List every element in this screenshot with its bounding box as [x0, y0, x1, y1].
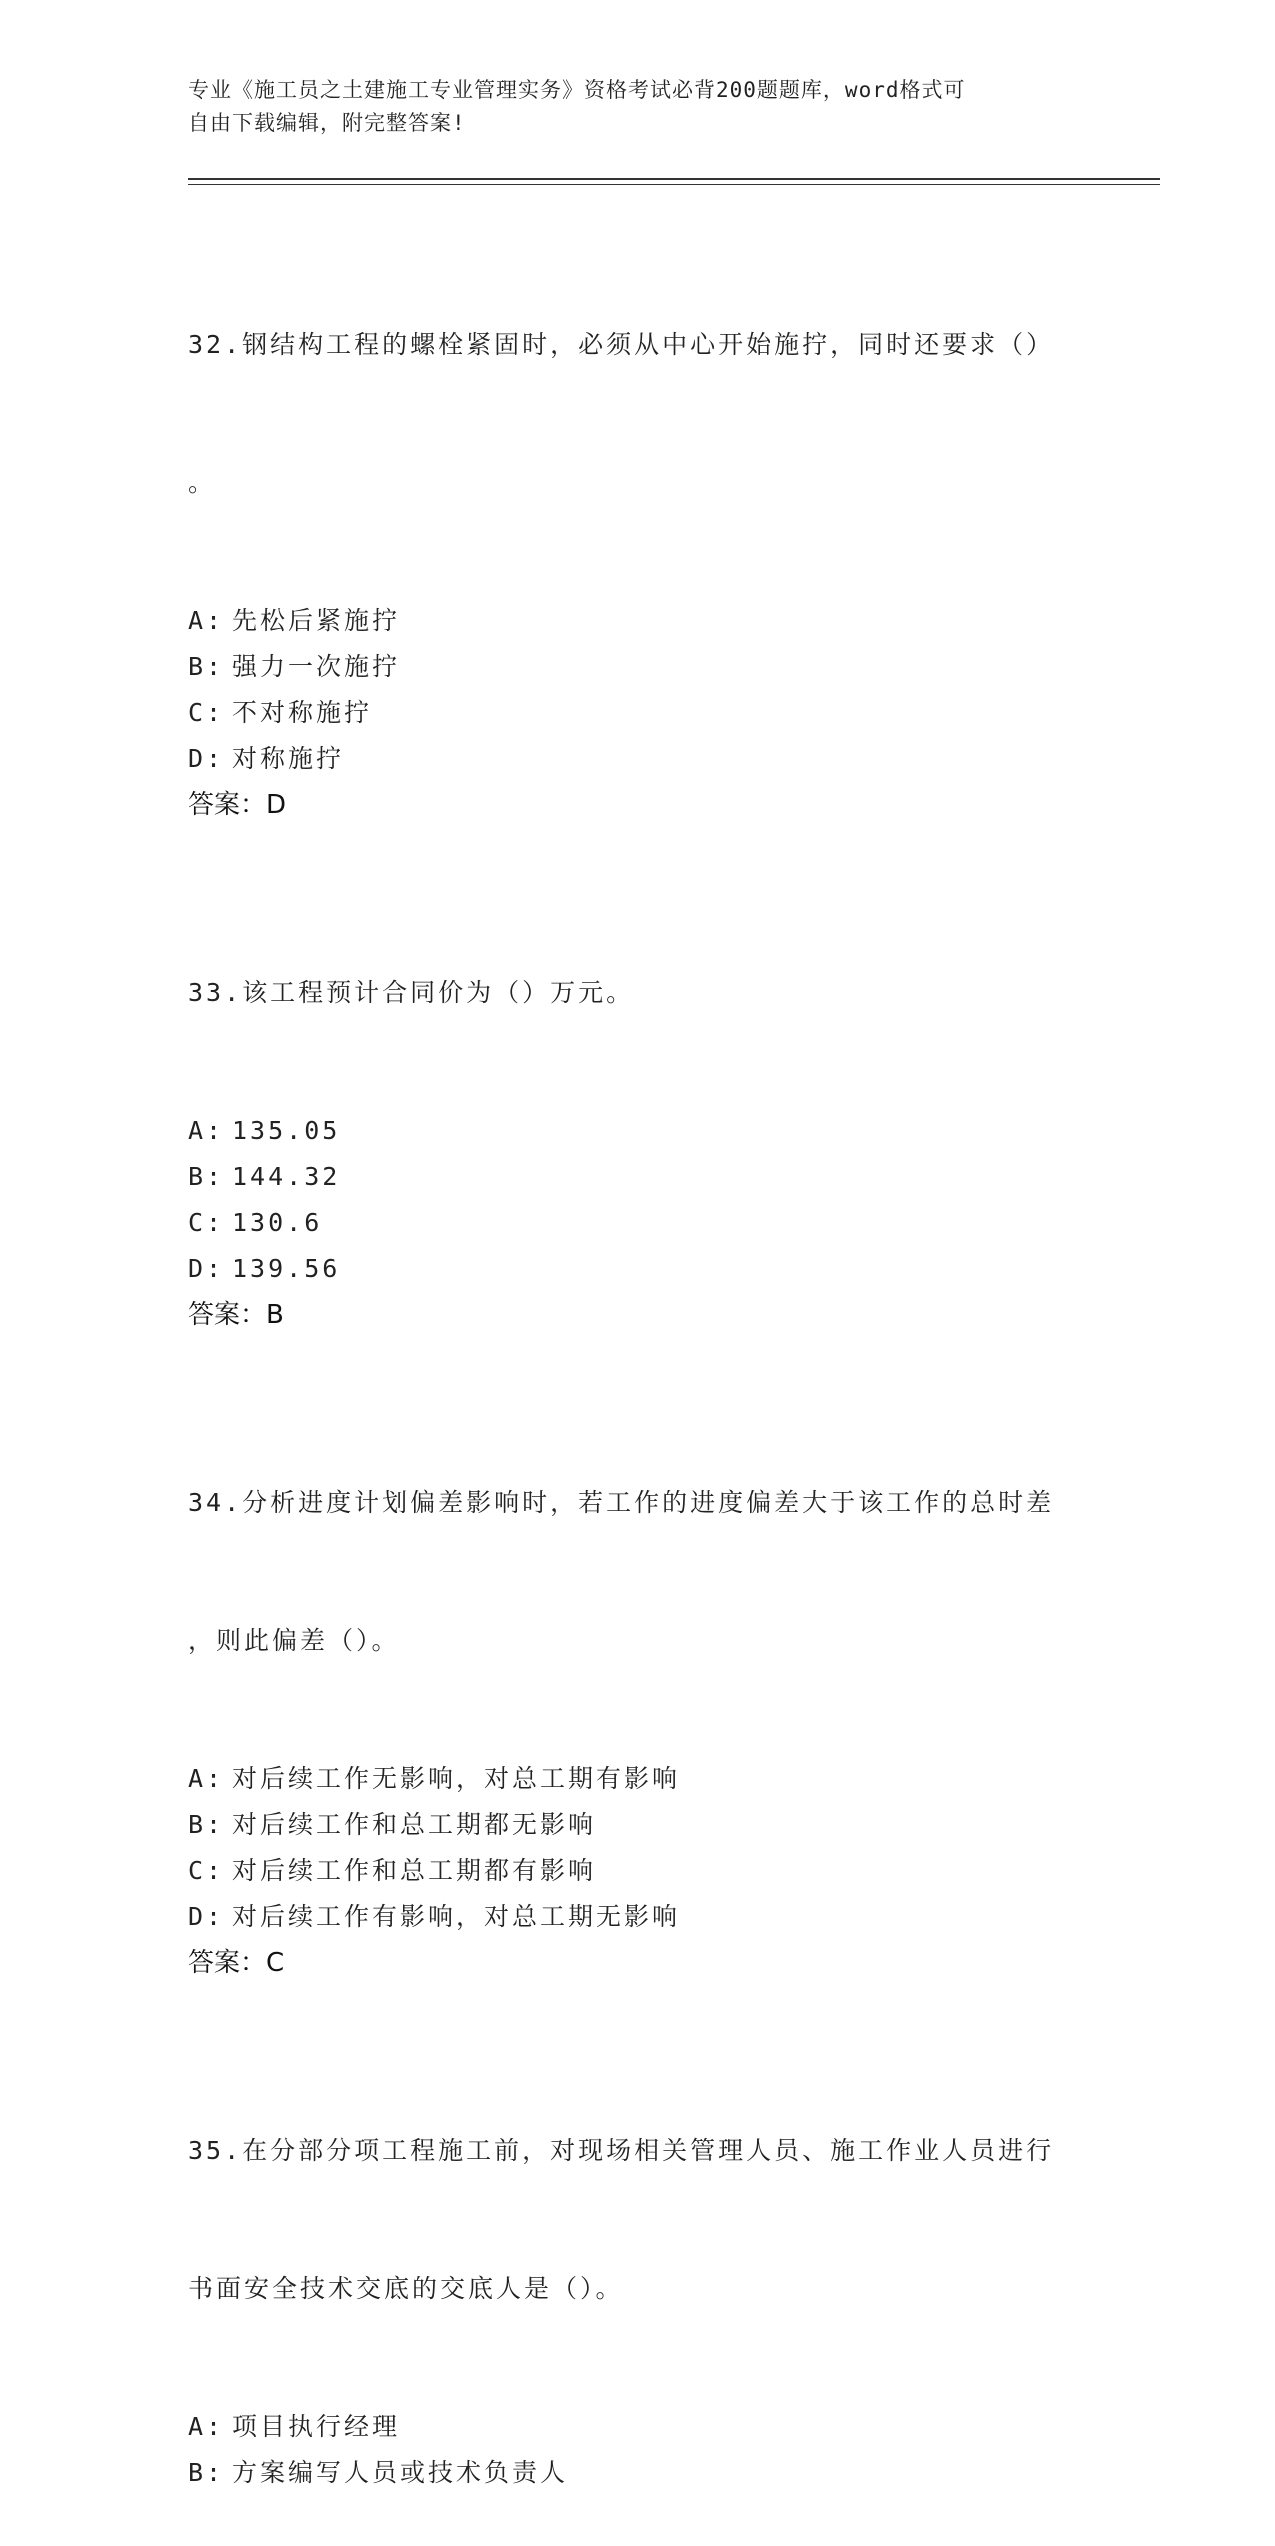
question-35 — [188, 2036, 1088, 2496]
option-a — [188, 1756, 1088, 1802]
option-text: 强力一次施拧 — [232, 652, 401, 681]
option-d — [188, 1246, 1088, 1292]
header-line-1: 专业《施工员之土建施工专业管理实务》资格考试必背200题题库，word格式可 — [188, 78, 966, 102]
question-stem-line: 35.在分部分项工程施工前，对现场相关管理人员、施工作业人员进行 — [188, 2136, 1055, 2165]
question-stem-line: ，则此偏差（）。 — [188, 1626, 400, 1655]
question-stem — [188, 878, 1088, 1108]
option-key: A: — [188, 1764, 225, 1793]
option-key: C: — [188, 1208, 225, 1237]
option-d — [188, 736, 1088, 782]
question-list — [188, 230, 1088, 2546]
answer-line: 答案：D — [188, 790, 287, 820]
answer-line: 答案：B — [188, 1300, 284, 1330]
option-text: 对后续工作和总工期都无影响 — [232, 1810, 597, 1839]
option-key: D: — [188, 744, 225, 773]
option-a — [188, 2404, 1088, 2450]
question-stem-line: 。 — [188, 468, 217, 497]
question-stem — [188, 230, 1088, 598]
option-text: 144.32 — [232, 1162, 341, 1191]
question-stem — [188, 2036, 1088, 2404]
option-c — [188, 1848, 1088, 1894]
option-key: C: — [188, 1856, 225, 1885]
question-stem-line: 34.分析进度计划偏差影响时，若工作的进度偏差大于该工作的总时差 — [188, 1488, 1055, 1517]
option-b — [188, 644, 1088, 690]
header-divider-thin — [188, 184, 1160, 185]
question-stem-line: 32.钢结构工程的螺栓紧固时，必须从中心开始施拧，同时还要求（） — [188, 330, 1055, 359]
option-key: B: — [188, 652, 225, 681]
option-key: C: — [188, 698, 225, 727]
option-text: 对后续工作无影响，对总工期有影响 — [232, 1764, 681, 1793]
question-stem — [188, 1388, 1088, 1756]
option-text: 对后续工作和总工期都有影响 — [232, 1856, 597, 1885]
option-text: 135.05 — [232, 1116, 341, 1145]
option-b — [188, 2450, 1088, 2496]
option-text: 对后续工作有影响，对总工期无影响 — [232, 1902, 681, 1931]
option-text: 130.6 — [232, 1208, 323, 1237]
option-key: B: — [188, 1162, 225, 1191]
document-header — [188, 74, 1068, 140]
option-c — [188, 690, 1088, 736]
option-key: A: — [188, 606, 225, 635]
option-text: 139.56 — [232, 1254, 341, 1283]
question-34 — [188, 1388, 1088, 1986]
option-a — [188, 1108, 1088, 1154]
option-text: 对称施拧 — [232, 744, 345, 773]
option-d — [188, 1894, 1088, 1940]
question-33 — [188, 878, 1088, 1338]
option-key: D: — [188, 1254, 225, 1283]
option-b — [188, 1154, 1088, 1200]
option-a — [188, 598, 1088, 644]
option-b — [188, 1802, 1088, 1848]
option-key: B: — [188, 2458, 225, 2487]
question-stem-line: 书面安全技术交底的交底人是（）。 — [188, 2274, 624, 2303]
question-32 — [188, 230, 1088, 828]
option-text: 方案编写人员或技术负责人 — [232, 2458, 569, 2487]
header-line-2: 自由下载编辑，附完整答案! — [188, 111, 466, 135]
option-text: 不对称施拧 — [232, 698, 373, 727]
answer-line: 答案：C — [188, 1948, 285, 1978]
option-c — [188, 1200, 1088, 1246]
option-key: A: — [188, 2412, 225, 2441]
header-divider-thick — [188, 178, 1160, 180]
option-text: 项目执行经理 — [232, 2412, 401, 2441]
option-text: 先松后紧施拧 — [232, 606, 401, 635]
option-key: A: — [188, 1116, 225, 1145]
question-stem-line: 33.该工程预计合同价为（）万元。 — [188, 978, 635, 1007]
option-key: B: — [188, 1810, 225, 1839]
option-key: D: — [188, 1902, 225, 1931]
